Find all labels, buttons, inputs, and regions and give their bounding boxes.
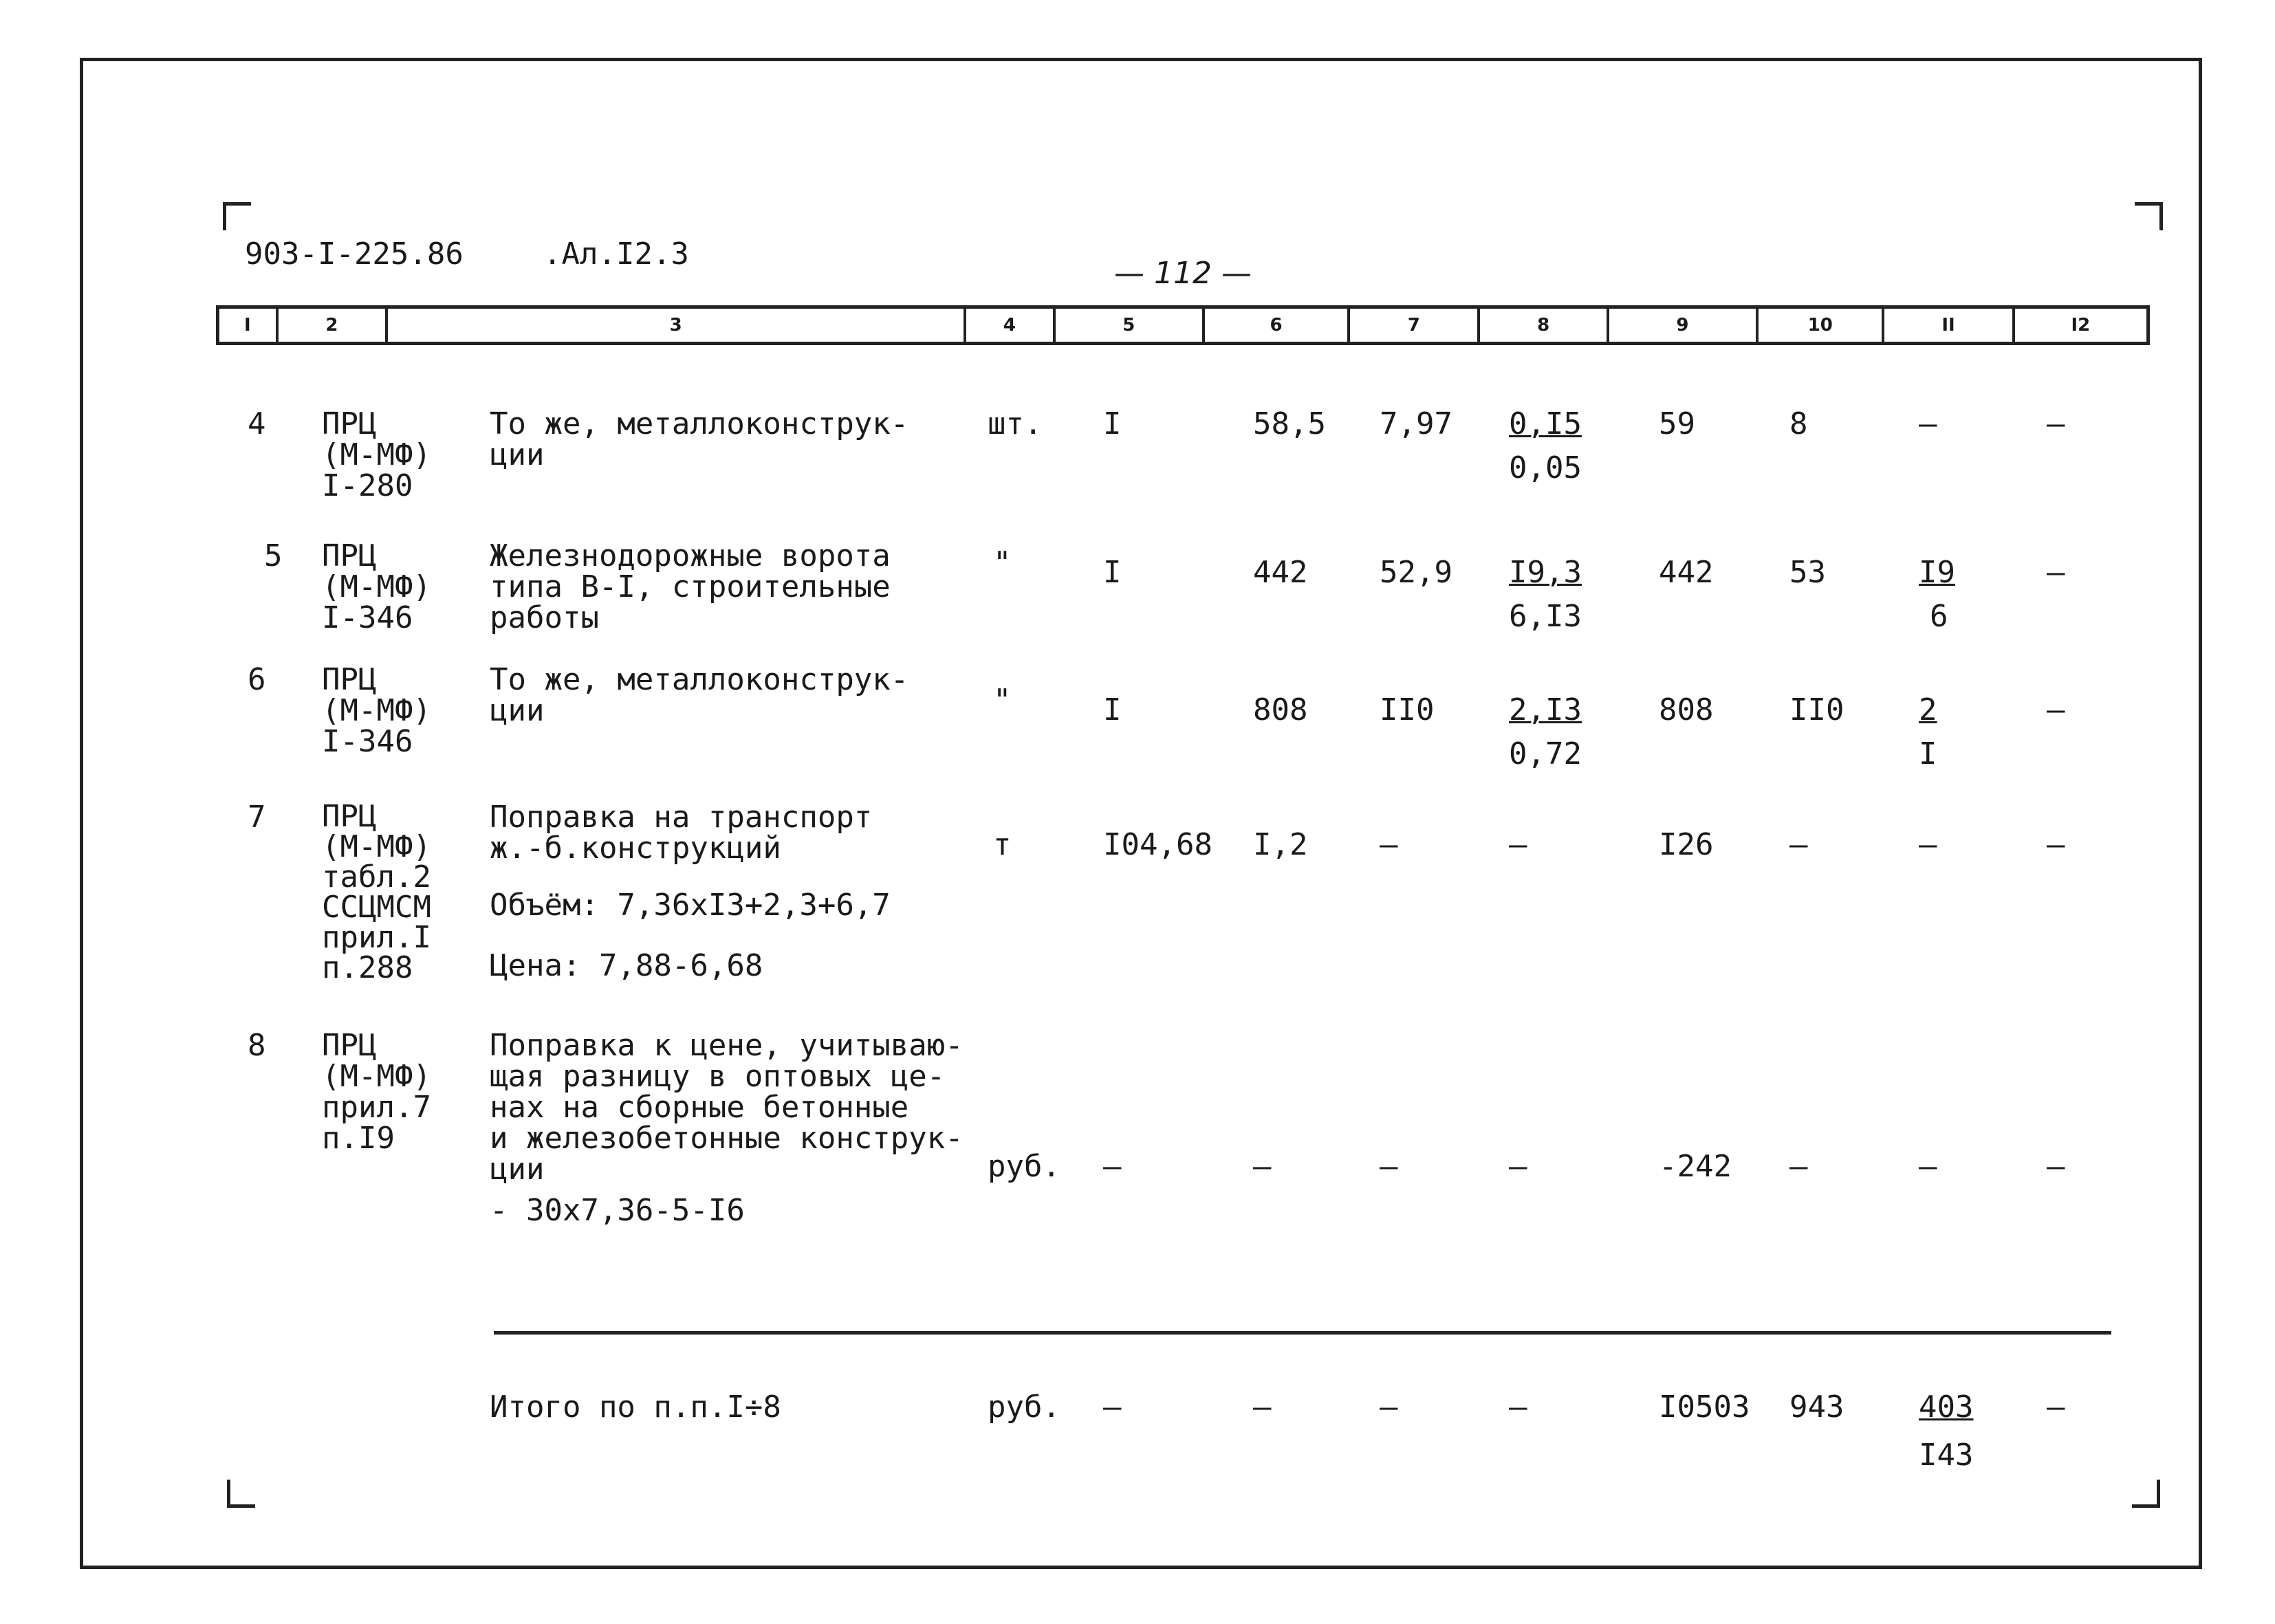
- row-name: Железнодорожные ворота типа В-I, строительные работы: [490, 538, 891, 635]
- total-label: Итого по п.п.I÷8: [490, 1390, 781, 1425]
- col-10: 10: [1759, 309, 1884, 342]
- row-col11-bottom: 6: [1930, 599, 1948, 634]
- row-col12: –: [2047, 827, 2065, 862]
- page-number: — 112 —: [1114, 256, 1252, 291]
- col-1: I: [219, 309, 279, 342]
- row-price: 58,5: [1253, 406, 1326, 441]
- row-col11: –: [1919, 406, 1937, 441]
- row-number: 8: [248, 1028, 266, 1063]
- row-col11-top: I9: [1919, 555, 1955, 590]
- col-3: 3: [388, 309, 966, 342]
- row-col8-bottom: 0,05: [1509, 450, 1582, 485]
- col-11: II: [1884, 309, 2014, 342]
- row-number: 5: [264, 538, 283, 573]
- row-col10: –: [1789, 1149, 1808, 1184]
- total-price: –: [1253, 1390, 1272, 1425]
- col-8: 8: [1480, 309, 1609, 342]
- row-number: 6: [248, 662, 266, 697]
- album-reference: .Ал.I2.3: [543, 237, 689, 272]
- row-price: 808: [1253, 692, 1308, 727]
- row-col7: 7,97: [1380, 406, 1452, 441]
- row-price: 442: [1253, 555, 1308, 590]
- col-7: 7: [1350, 309, 1480, 342]
- row-col11: –: [1919, 827, 1937, 862]
- row-col9: 808: [1659, 692, 1714, 727]
- col-4: 4: [966, 309, 1056, 342]
- row-source: ПРЦ (М-МФ) прил.7 п.I9: [322, 1028, 431, 1156]
- row-col9: I26: [1659, 827, 1714, 862]
- row-source: ПРЦ (М-МФ) I-346: [322, 662, 431, 759]
- total-col8: –: [1509, 1390, 1527, 1425]
- row-col9: 59: [1659, 406, 1695, 441]
- row-col11-bottom: I: [1919, 736, 1937, 771]
- row-col8-bottom: 0,72: [1509, 736, 1582, 771]
- row-unit: ": [993, 683, 1012, 718]
- row-col11: –: [1919, 1149, 1937, 1184]
- row-volume-note: Объём: 7,36хI3+2,3+6,7: [490, 888, 891, 923]
- row-unit: шт.: [988, 406, 1043, 441]
- col-6: 6: [1205, 309, 1350, 342]
- row-quantity: I: [1103, 692, 1122, 727]
- document-code: 903-I-225.86: [245, 237, 464, 272]
- corner-mark-bottom-left: [227, 1480, 255, 1508]
- row-quantity: I04,68: [1103, 827, 1212, 862]
- row-col7: II0: [1380, 692, 1435, 727]
- corner-mark-bottom-right: [2132, 1480, 2160, 1508]
- total-divider: [494, 1331, 2111, 1335]
- total-col11-bottom: I43: [1919, 1438, 1974, 1473]
- row-source: ПРЦ (М-МФ) табл.2 ССЦМСМ прил.I п.288: [322, 799, 431, 985]
- row-price-note: Цена: 7,88-6,68: [490, 948, 763, 983]
- row-col8-bottom: 6,I3: [1509, 599, 1582, 634]
- row-col8-top: 0,I5: [1509, 406, 1582, 441]
- row-col9: -242: [1659, 1149, 1732, 1184]
- row-name: Поправка к цене, учитываю- щая разницу в оптовых це- нах на сборные бетонные и железобетонные конструк- ции: [490, 1028, 964, 1187]
- row-quantity: I: [1103, 406, 1122, 441]
- row-price: –: [1253, 1149, 1272, 1184]
- total-col11-top: 403: [1919, 1390, 1974, 1425]
- row-col12: –: [2047, 406, 2065, 441]
- row-col12: –: [2047, 1149, 2065, 1184]
- row-number: 4: [248, 406, 266, 441]
- row-price: I,2: [1253, 827, 1308, 862]
- row-number: 7: [248, 800, 266, 835]
- row-col10: II0: [1789, 692, 1844, 727]
- row-col7: –: [1380, 827, 1398, 862]
- row-unit: ": [993, 545, 1012, 580]
- row-source: ПРЦ (М-МФ) I-280: [322, 406, 431, 503]
- total-col10: 943: [1789, 1390, 1844, 1425]
- total-unit: руб.: [988, 1390, 1060, 1425]
- row-unit: руб.: [988, 1149, 1060, 1184]
- col-2: 2: [279, 309, 388, 342]
- row-name: Поправка на транспорт ж.-б.конструкций: [490, 800, 873, 866]
- row-name: То же, металлоконструк- ции: [490, 662, 909, 728]
- row-col9: 442: [1659, 555, 1714, 590]
- row-col10: 8: [1789, 406, 1808, 441]
- row-col8-top: 2,I3: [1509, 692, 1582, 727]
- row-col12: –: [2047, 555, 2065, 590]
- total-col7: –: [1380, 1390, 1398, 1425]
- corner-mark-top-right: [2135, 202, 2163, 230]
- corner-mark-top-left: [223, 202, 251, 230]
- col-5: 5: [1056, 309, 1205, 342]
- row-col8: –: [1509, 827, 1527, 862]
- row-col12: –: [2047, 692, 2065, 727]
- row-col8-top: I9,3: [1509, 555, 1582, 590]
- row-quantity: –: [1103, 1149, 1122, 1184]
- col-12: I2: [2071, 315, 2091, 336]
- row-unit: т: [993, 827, 1012, 862]
- row-col7: –: [1380, 1149, 1398, 1184]
- row-col8: –: [1509, 1149, 1527, 1184]
- row-quantity: I: [1103, 555, 1122, 590]
- total-col12: –: [2047, 1390, 2065, 1425]
- total-col9: I0503: [1659, 1390, 1750, 1425]
- row-source: ПРЦ (М-МФ) I-346: [322, 538, 431, 635]
- row-name: То же, металлоконструк- ции: [490, 406, 909, 472]
- row-col10: 53: [1789, 555, 1826, 590]
- row-col11-top: 2: [1919, 692, 1937, 727]
- total-quantity: –: [1103, 1390, 1122, 1425]
- row-col10: –: [1789, 827, 1808, 862]
- col-9: 9: [1609, 309, 1759, 342]
- column-number-header: [216, 305, 2150, 345]
- row-formula-note: - 30х7,36-5-I6: [490, 1193, 745, 1228]
- row-col7: 52,9: [1380, 555, 1452, 590]
